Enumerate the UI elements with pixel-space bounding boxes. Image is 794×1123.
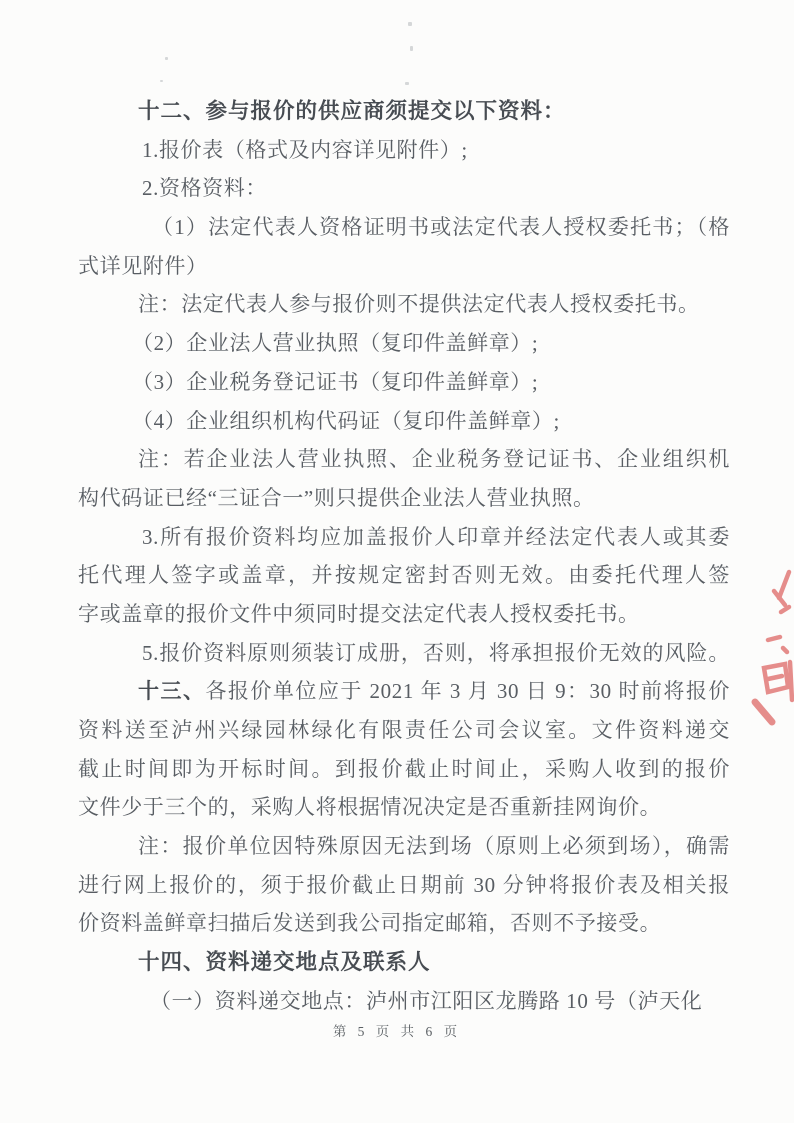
doc-line: 5.报价资料原则须装订成册，否则，将承担报价无效的风险。 <box>142 640 730 665</box>
doc-line: 1.报价表（格式及内容详见附件）; <box>142 137 468 162</box>
doc-line: 资料送至泸州兴绿园林绿化有限责任公司会议室。文件资料递交 <box>78 718 730 742</box>
page-number-footer: 第 5 页 共 6 页 <box>332 1024 462 1039</box>
doc-line: 2.资格资料： <box>142 176 267 201</box>
doc-line: 注：报价单位因特殊原因无法到场（原则上必须到场），确需 <box>138 834 730 859</box>
document-body <box>78 92 730 1021</box>
doc-line-text: 各报价单位应于 2021 年 3 月 30 日 9：30 时前将报价 <box>205 679 730 704</box>
doc-line: （4）企业组织机构代码证（复印件盖鲜章）; <box>132 408 560 433</box>
doc-line: （3）企业税务登记证书（复印件盖鲜章）; <box>132 369 539 394</box>
doc-line: 构代码证已经“三证合一”则只提供企业法人营业执照。 <box>78 485 595 510</box>
doc-line: 注：法定代表人参与报价则不提供法定代表人授权委托书。 <box>138 292 700 317</box>
scan-speck <box>408 22 412 26</box>
section-number-13: 十三、 <box>138 680 206 704</box>
doc-line: 文件少于三个的，采购人将根据情况决定是否重新挂网询价。 <box>78 795 662 820</box>
section-heading-13-line <box>78 672 730 711</box>
scan-speck <box>405 82 409 85</box>
section-heading-14: 十四、资料递交地点及联系人 <box>138 950 431 975</box>
scan-speck <box>160 80 163 82</box>
doc-line: 截止时间即为开标时间。到报价截止时间止，采购人收到的报价 <box>78 756 730 781</box>
doc-line: （1）法定代表人资格证明书或法定代表人授权委托书；（格 <box>152 215 730 240</box>
doc-line: 3.所有报价资料均应加盖报价人印章并经法定代表人或其委 <box>142 524 730 549</box>
doc-line: 字或盖章的报价文件中须同时提交法定代表人授权委托书。 <box>78 601 640 626</box>
doc-line: 价资料盖鲜章扫描后发送到我公司指定邮箱，否则不予接受。 <box>78 911 662 936</box>
doc-line: （一）资料递交地点：泸州市江阳区龙腾路 10 号（泸天化 <box>150 988 703 1013</box>
red-seal-fragment-icon <box>748 560 794 735</box>
doc-line: 式详见附件） <box>78 253 208 278</box>
scan-speck <box>410 46 413 51</box>
doc-line: （2）企业法人营业执照（复印件盖鲜章）; <box>132 331 539 356</box>
doc-line: 托代理人签字或盖章，并按规定密封否则无效。由委托代理人签 <box>78 563 730 588</box>
section-heading-12: 十二、参与报价的供应商须提交以下资料： <box>138 99 566 123</box>
scan-speck <box>165 57 168 60</box>
doc-line: 注：若企业法人营业执照、企业税务登记证书、企业组织机 <box>138 447 730 472</box>
doc-line: 进行网上报价的，须于报价截止日期前 30 分钟将报价表及相关报 <box>78 872 730 897</box>
